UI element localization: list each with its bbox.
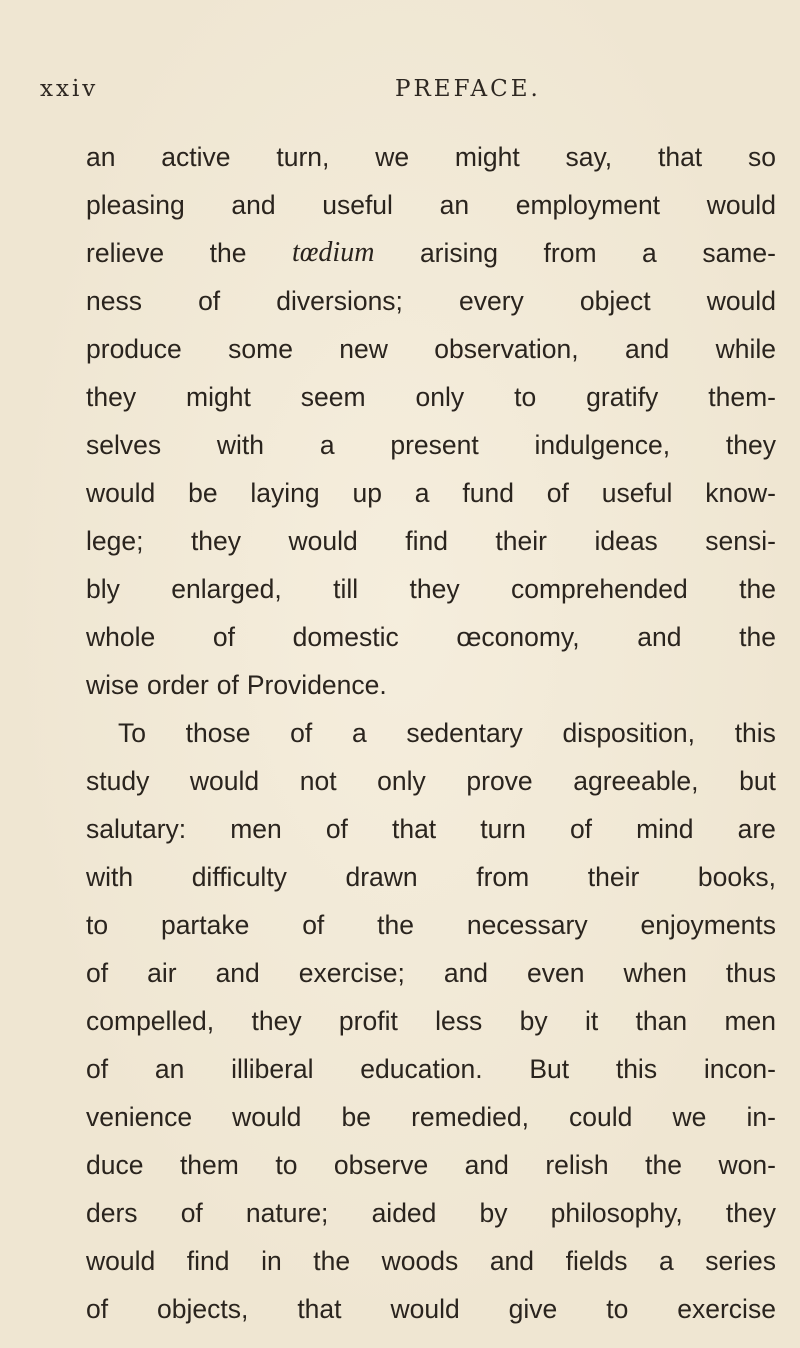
word: Providence.: [246, 670, 387, 700]
word: every: [459, 286, 524, 316]
word: venience: [86, 1102, 193, 1132]
word: they: [725, 1198, 776, 1228]
word: objects,: [157, 1294, 249, 1324]
text-line: [86, 373, 776, 421]
word: a: [319, 430, 335, 460]
word: duce: [86, 1150, 144, 1180]
word: even: [527, 958, 585, 988]
word: air: [147, 958, 177, 988]
word: it: [584, 1006, 599, 1036]
word: them-: [708, 382, 776, 412]
word: fields: [565, 1246, 628, 1276]
word: while: [715, 334, 776, 364]
text-line: [86, 613, 776, 661]
text-line: [86, 277, 776, 325]
word: salutary:: [86, 814, 187, 844]
word: give: [508, 1294, 558, 1324]
word: arising: [419, 238, 499, 268]
word: present: [390, 430, 479, 460]
word: œconomy,: [456, 622, 580, 652]
word: are: [737, 814, 776, 844]
word: in-: [746, 1102, 776, 1132]
word: an: [154, 1054, 185, 1084]
word: gratify: [586, 382, 659, 412]
word: whole: [86, 622, 156, 652]
text-line: [86, 997, 776, 1045]
word: we: [672, 1102, 707, 1132]
word: that: [297, 1294, 342, 1324]
word: less: [435, 1006, 483, 1036]
text-line: [86, 901, 776, 949]
word: those: [185, 718, 251, 748]
text-line: [86, 1141, 776, 1189]
word: relieve: [86, 238, 165, 268]
text-line: [86, 229, 776, 277]
word: and: [489, 1246, 535, 1276]
word: partake: [160, 910, 250, 940]
word: might: [454, 142, 520, 172]
word: and: [464, 1150, 509, 1180]
word: exercise: [677, 1294, 776, 1324]
word: pleasing: [86, 190, 185, 220]
word: and: [231, 190, 276, 220]
word: relish: [545, 1150, 609, 1180]
italic-word: tœdium: [291, 237, 375, 268]
page-header: [40, 76, 760, 106]
word: to: [275, 1150, 298, 1180]
word: and: [625, 334, 670, 364]
text-line: [86, 421, 776, 469]
word: their: [587, 862, 640, 892]
word: we: [375, 142, 410, 172]
text-line: [86, 1237, 776, 1285]
word: laying: [250, 478, 320, 508]
text-line: [86, 805, 776, 853]
word: an: [86, 142, 116, 172]
word: order: [146, 670, 209, 700]
word: exercise;: [298, 958, 405, 988]
word: new: [339, 334, 388, 364]
word: they: [725, 430, 776, 460]
word: and: [637, 622, 682, 652]
text-line: [86, 949, 776, 997]
word: sensi-: [705, 526, 776, 556]
text-line: [86, 1093, 776, 1141]
word: than: [635, 1006, 688, 1036]
word: the: [209, 238, 247, 268]
word: would: [390, 1294, 460, 1324]
word: series: [705, 1246, 776, 1276]
word: illiberal: [231, 1054, 314, 1084]
word: diversions;: [276, 286, 403, 316]
word: produce: [86, 334, 182, 364]
word: But: [529, 1054, 570, 1084]
word: men: [230, 814, 282, 844]
word: of: [86, 1054, 109, 1084]
text-line: [86, 1045, 776, 1093]
word: with: [86, 862, 134, 892]
word: study: [86, 766, 150, 796]
word: books,: [697, 862, 776, 892]
word: selves: [86, 430, 162, 460]
word: a: [659, 1246, 674, 1276]
word: this: [734, 718, 776, 748]
word: bly: [86, 574, 120, 604]
word: and: [215, 958, 260, 988]
word: their: [495, 526, 547, 556]
word: a: [642, 238, 657, 268]
word: so: [747, 142, 776, 172]
word: the: [645, 1150, 682, 1180]
word: they: [86, 382, 137, 412]
word: the: [739, 574, 776, 604]
word: of: [302, 910, 325, 940]
word: wise: [86, 670, 140, 700]
word: turn: [480, 814, 526, 844]
word: seem: [300, 382, 366, 412]
word: when: [623, 958, 687, 988]
word: the: [313, 1246, 351, 1276]
word: disposition,: [562, 718, 696, 748]
word: woods: [381, 1246, 459, 1276]
word: find: [405, 526, 448, 556]
word: find: [186, 1246, 230, 1276]
word: would: [288, 526, 358, 556]
word: remedied,: [411, 1102, 529, 1132]
word: ders: [86, 1198, 138, 1228]
word: this: [615, 1054, 658, 1084]
word: would: [706, 286, 776, 316]
word: with: [216, 430, 265, 460]
word: compelled,: [86, 1006, 215, 1036]
word: of: [325, 814, 348, 844]
word: useful: [601, 478, 673, 508]
word: from: [543, 238, 597, 268]
word: mind: [636, 814, 694, 844]
word: might: [186, 382, 251, 412]
word: of: [86, 958, 109, 988]
word: comprehended: [510, 574, 688, 604]
text-line: [86, 1285, 776, 1333]
word: agreeable,: [573, 766, 699, 796]
word: know-: [705, 478, 776, 508]
word: men: [724, 1006, 776, 1036]
word: a: [414, 478, 430, 508]
word: education.: [360, 1054, 483, 1084]
word: they: [409, 574, 460, 604]
text-line: [86, 757, 776, 805]
word: active: [161, 142, 231, 172]
word: of: [86, 1294, 109, 1324]
page-number: xxiv: [40, 76, 99, 102]
text-line: [86, 709, 776, 757]
word: and: [443, 958, 489, 988]
word: of: [212, 622, 236, 652]
word: but: [739, 766, 776, 796]
word: to: [606, 1294, 629, 1324]
word: ideas: [594, 526, 658, 556]
word: not: [299, 766, 337, 796]
word: incon-: [703, 1054, 776, 1084]
word: some: [228, 334, 293, 364]
word: object: [579, 286, 651, 316]
word: philosophy,: [550, 1198, 683, 1228]
word: nature;: [245, 1198, 329, 1228]
word: lege;: [86, 526, 144, 556]
text-line: [86, 325, 776, 373]
word: won-: [718, 1150, 776, 1180]
word: ness: [86, 286, 142, 316]
word: observe: [333, 1150, 429, 1180]
word: would: [86, 1246, 156, 1276]
text-line: [86, 517, 776, 565]
word: only: [415, 382, 465, 412]
word: the: [377, 910, 414, 940]
word: would: [706, 190, 776, 220]
word: same-: [702, 238, 776, 268]
text-line: [86, 661, 776, 709]
word: an: [439, 190, 470, 220]
word: necessary: [466, 910, 588, 940]
word: in: [261, 1246, 282, 1276]
text-line: [86, 133, 776, 181]
word: till: [333, 574, 359, 604]
text-line: [86, 565, 776, 613]
word: turn,: [276, 142, 330, 172]
word: could: [569, 1102, 633, 1132]
word: of: [198, 286, 221, 316]
word: a: [351, 718, 367, 748]
text-line: [86, 853, 776, 901]
word: would: [232, 1102, 302, 1132]
word: thus: [725, 958, 776, 988]
word: employment: [515, 190, 661, 220]
word: by: [479, 1198, 508, 1228]
word: only: [377, 766, 426, 796]
text-line: [86, 181, 776, 229]
word: observation,: [434, 334, 579, 364]
word: be: [188, 478, 218, 508]
word: would: [189, 766, 260, 796]
word: of: [180, 1198, 203, 1228]
word: of: [216, 670, 239, 700]
word: be: [341, 1102, 371, 1132]
word: To: [118, 718, 146, 748]
word: prove: [466, 766, 533, 796]
word: enlarged,: [171, 574, 282, 604]
word: they: [251, 1006, 302, 1036]
word: would: [86, 478, 156, 508]
word: of: [546, 478, 569, 508]
text-line: [86, 1189, 776, 1237]
word: aided: [371, 1198, 437, 1228]
word: up: [352, 478, 382, 508]
word: the: [739, 622, 776, 652]
word: sedentary: [406, 718, 523, 748]
word: of: [290, 718, 313, 748]
word: that: [391, 814, 437, 844]
word: to: [514, 382, 537, 412]
word: indulgence,: [534, 430, 671, 460]
word: difficulty: [191, 862, 287, 892]
word: them: [179, 1150, 239, 1180]
text-line: [86, 469, 776, 517]
word: profit: [338, 1006, 398, 1036]
running-head: PREFACE.: [395, 76, 541, 102]
body-text: [86, 133, 776, 1333]
word: enjoyments: [640, 910, 776, 940]
word: useful: [322, 190, 393, 220]
word: they: [190, 526, 242, 556]
word: drawn: [345, 862, 418, 892]
word: that: [657, 142, 703, 172]
word: fund: [462, 478, 514, 508]
word: of: [569, 814, 593, 844]
word: from: [476, 862, 530, 892]
word: by: [519, 1006, 548, 1036]
word: domestic: [292, 622, 399, 652]
word: to: [86, 910, 109, 940]
word: say,: [565, 142, 613, 172]
